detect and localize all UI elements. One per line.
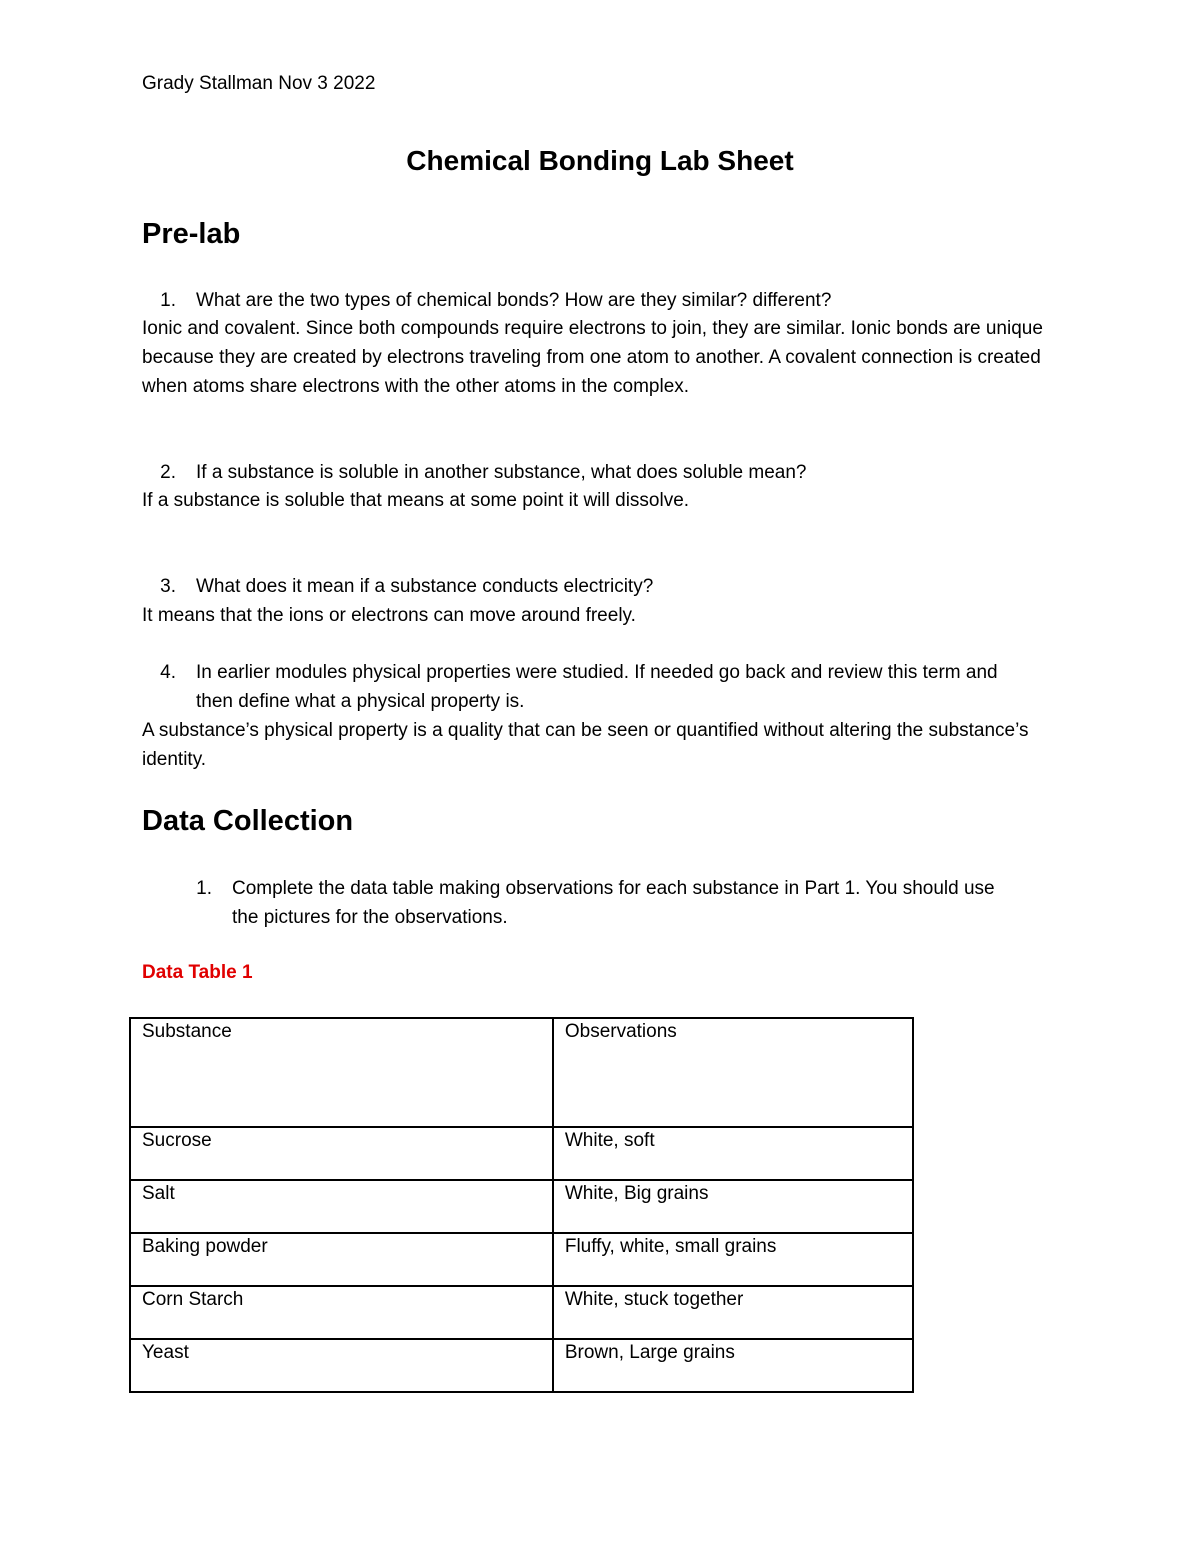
prelab-question-2 (142, 458, 807, 487)
column-header-substance: Substance (130, 1018, 553, 1127)
substance-cell: Yeast (130, 1339, 553, 1392)
observation-cell: White, soft (553, 1127, 913, 1180)
observation-cell: White, stuck together (553, 1286, 913, 1339)
observation-cell: White, Big grains (553, 1180, 913, 1233)
table-row (130, 1180, 913, 1233)
prelab-question-4 (142, 658, 1042, 716)
question-number: 2. (160, 462, 176, 483)
question-number: 1. (160, 290, 176, 311)
question-text: If a substance is soluble in another substance, what does soluble mean? (196, 462, 807, 483)
table-header-row (130, 1018, 913, 1127)
observation-cell: Brown, Large grains (553, 1339, 913, 1392)
table-row (130, 1233, 913, 1286)
prelab-answer-2: If a substance is soluble that means at some point it will dissolve. (142, 490, 690, 511)
prelab-answer-1: Ionic and covalent. Since both compounds require electrons to join, they are similar. Ionic bonds are unique because they are created by electrons traveling from one atom to another. A covalent connection is created when atoms share electrons with the other atoms in the complex. (142, 318, 1043, 397)
question-text: What are the two types of chemical bonds? How are they similar? different? (196, 290, 832, 311)
question-number: 3. (160, 576, 176, 597)
question-text: What does it mean if a substance conducts electricity? (196, 576, 654, 597)
prelab-question-3 (142, 572, 653, 601)
table-row (130, 1339, 913, 1392)
data-table-1 (129, 1017, 914, 1393)
data-table-title: Data Table 1 (142, 962, 253, 983)
prelab-answer-3: It means that the ions or electrons can move around freely. (142, 605, 636, 626)
table-row (130, 1127, 913, 1180)
author-date-header: Grady Stallman Nov 3 2022 (142, 73, 376, 94)
substance-cell: Sucrose (130, 1127, 553, 1180)
substance-cell: Corn Starch (130, 1286, 553, 1339)
data-collection-heading: Data Collection (142, 805, 354, 837)
instruction-number: 1. (196, 878, 212, 899)
substance-cell: Baking powder (130, 1233, 553, 1286)
prelab-answer-4: A substance’s physical property is a quality that can be seen or quantified without altering the substance’s identity. (142, 720, 1029, 770)
question-number: 4. (160, 662, 176, 683)
table-row (130, 1286, 913, 1339)
column-header-observations: Observations (553, 1018, 913, 1127)
question-text: In earlier modules physical properties were studied. If needed go back and review this term and then define what a physical property is. (196, 662, 998, 712)
data-collection-instruction-1 (178, 874, 1038, 932)
substance-cell: Salt (130, 1180, 553, 1233)
prelab-question-1 (142, 286, 831, 315)
observation-cell: Fluffy, white, small grains (553, 1233, 913, 1286)
prelab-heading: Pre-lab (142, 218, 241, 250)
instruction-text: Complete the data table making observations for each substance in Part 1. You should use the pictures for the observations. (232, 878, 995, 928)
page-title: Chemical Bonding Lab Sheet (406, 145, 794, 176)
